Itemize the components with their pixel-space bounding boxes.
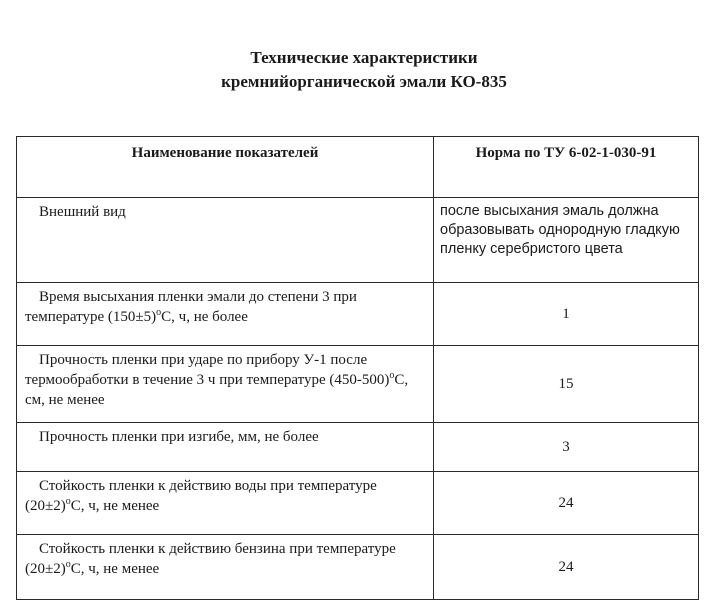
column-header-norm: Норма по ТУ 6-02-1-030-91 bbox=[434, 137, 699, 198]
parameter-unit-text: С, ч, не более bbox=[161, 309, 248, 325]
parameter-name bbox=[17, 198, 434, 283]
norm-value: 15 bbox=[434, 346, 699, 423]
table-row bbox=[17, 535, 699, 600]
title-line-2: кремнийорганической эмали КО-835 bbox=[221, 72, 507, 91]
table-row bbox=[17, 198, 699, 283]
parameter-name-text: Стойкость пленки к действию воды при температуре (20±2) bbox=[25, 478, 377, 514]
specifications-table bbox=[16, 136, 699, 600]
parameter-name bbox=[17, 346, 434, 423]
parameter-name-text: Внешний вид bbox=[39, 204, 126, 220]
degree-mark: о bbox=[156, 307, 162, 318]
parameter-name bbox=[17, 535, 434, 600]
parameter-name bbox=[17, 472, 434, 535]
parameter-unit-text: С, см, не менее bbox=[25, 372, 409, 408]
degree-mark: о bbox=[65, 559, 71, 570]
document-title bbox=[0, 46, 728, 94]
table-row bbox=[17, 346, 699, 423]
parameter-name-text: Стойкость пленки к действию бензина при температуре (20±2) bbox=[25, 541, 396, 577]
parameter-name bbox=[17, 283, 434, 346]
norm-value: после высыхания эмаль должна образовывать однородную гладкую пленку серебристого цвета bbox=[434, 198, 699, 283]
title-line-1: Технические характеристики bbox=[250, 48, 478, 67]
norm-value: 24 bbox=[434, 535, 699, 600]
norm-value: 1 bbox=[434, 283, 699, 346]
parameter-name bbox=[17, 423, 434, 472]
norm-value: 24 bbox=[434, 472, 699, 535]
parameter-unit-text: С, ч, не менее bbox=[70, 561, 160, 577]
norm-value: 3 bbox=[434, 423, 699, 472]
degree-mark: о bbox=[389, 370, 395, 381]
parameter-unit-text: С, ч, не менее bbox=[70, 498, 160, 514]
column-header-parameter: Наименование показателей bbox=[17, 137, 434, 198]
degree-mark: о bbox=[65, 496, 71, 507]
table-row bbox=[17, 472, 699, 535]
parameter-name-text: Прочность пленки при ударе по прибору У-1 после термообработки в течение 3 ч при температуре (450-500) bbox=[25, 352, 390, 388]
table-header-row bbox=[17, 137, 699, 198]
parameter-name-text: Прочность пленки при изгибе, мм, не более bbox=[39, 429, 319, 445]
table-row bbox=[17, 283, 699, 346]
parameter-name-text: Время высыхания пленки эмали до степени 3 при температуре (150±5) bbox=[25, 289, 357, 325]
table-row bbox=[17, 423, 699, 472]
